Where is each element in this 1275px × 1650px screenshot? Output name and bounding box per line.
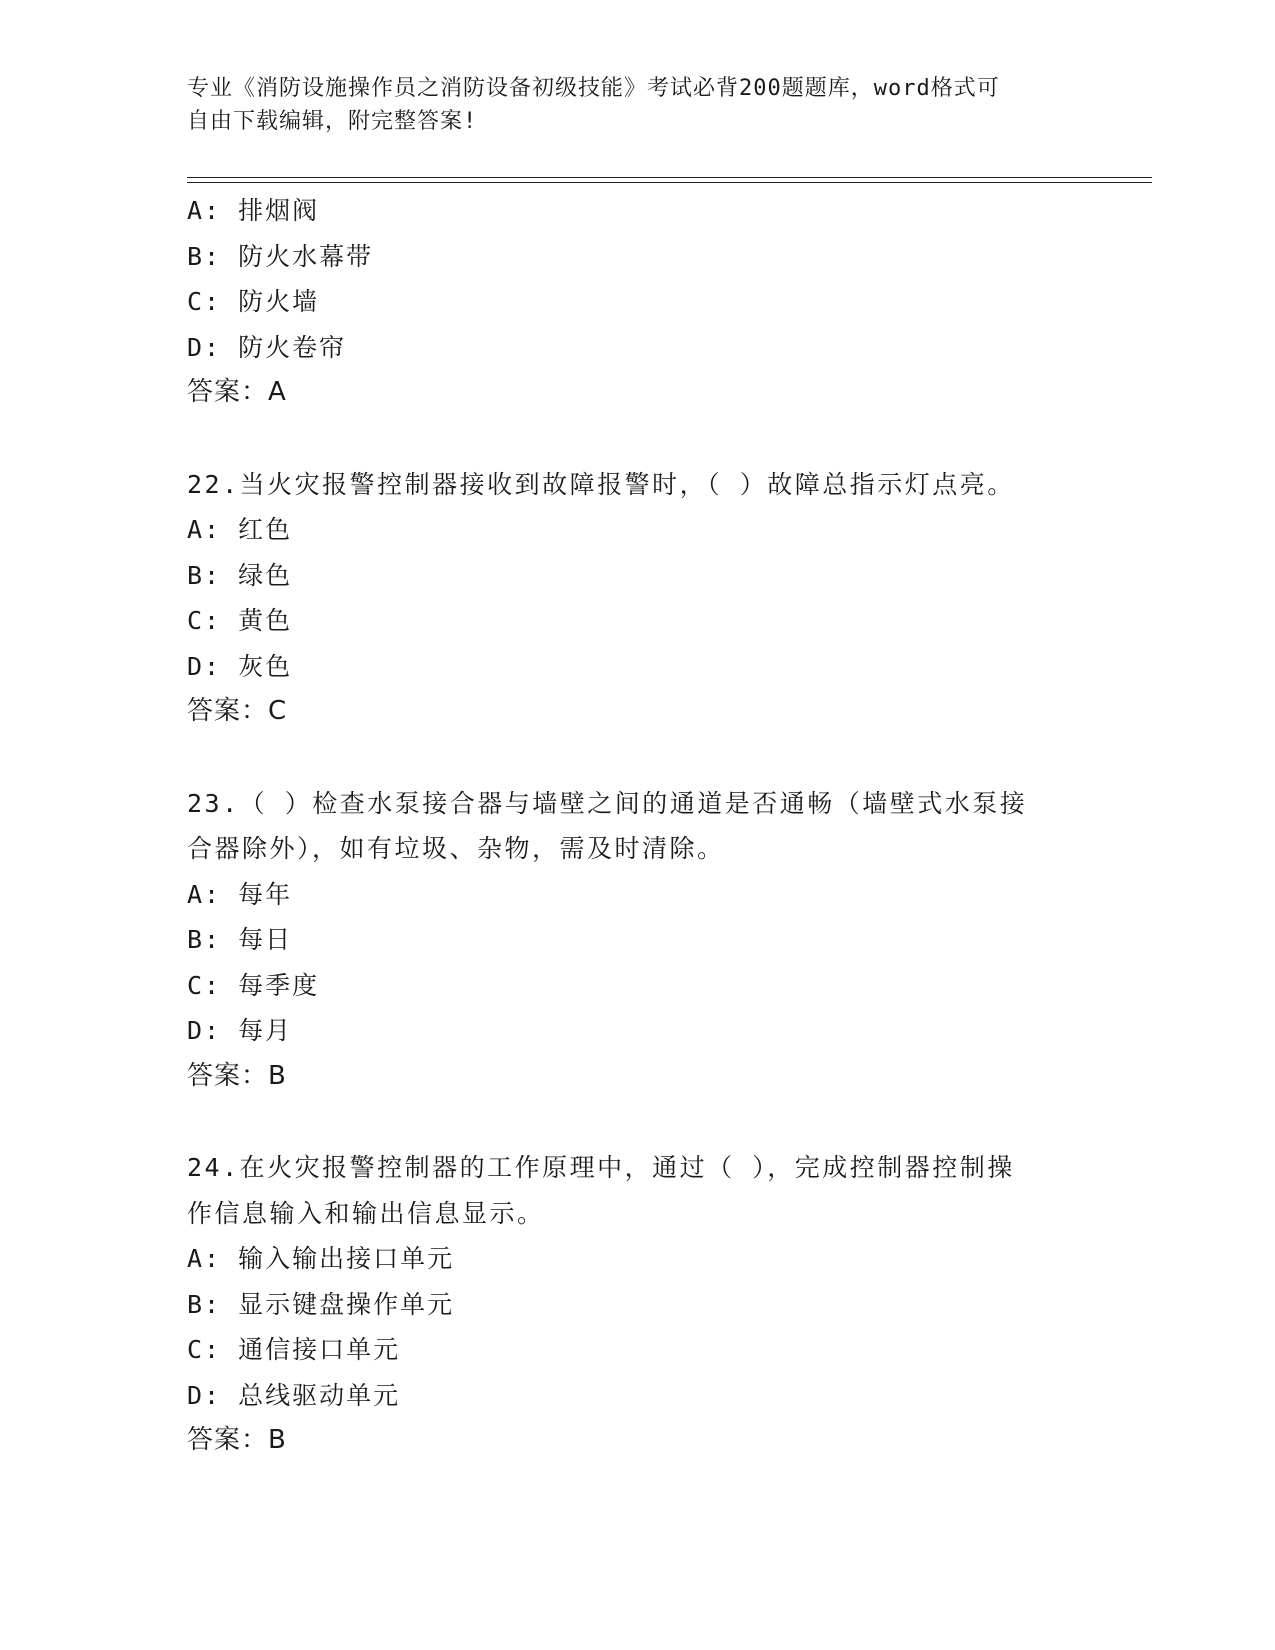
- question-text: 24.在火灾报警控制器的工作原理中，通过（ ），完成控制器控制操: [187, 1153, 1015, 1182]
- option-a: A: 排烟阀: [187, 196, 320, 225]
- question-text: 22.当火灾报警控制器接收到故障报警时，（ ）故障总指示灯点亮。: [187, 469, 1015, 499]
- question-22: [187, 462, 1087, 735]
- document-header: [187, 72, 1067, 138]
- header-title-line-2: 自由下载编辑，附完整答案!: [187, 109, 478, 134]
- option-c: C: 防火墙: [187, 287, 320, 316]
- answer-line: 答案：B: [187, 1060, 287, 1091]
- header-divider-top: [187, 177, 1152, 178]
- answer-line: 答案：C: [187, 696, 288, 726]
- option-d: D: 总线驱动单元: [187, 1380, 401, 1410]
- option-c: C: 每季度: [187, 970, 320, 1000]
- question-content: [187, 188, 1087, 1464]
- header-title-line-1: 专业《消防设施操作员之消防设备初级技能》考试必背200题题库，word格式可: [187, 76, 1000, 101]
- question-text-continued: 作信息输入和输出信息显示。: [187, 1198, 545, 1228]
- option-d: D: 每月: [187, 1016, 293, 1045]
- question-text-continued: 合器除外），如有垃圾、杂物，需及时清除。: [187, 834, 725, 863]
- question-23: [187, 781, 1087, 1100]
- header-divider-bottom: [187, 182, 1152, 183]
- option-b: B: 每日: [187, 925, 293, 954]
- question-text: 23.（ ）检查水泵接合器与墙壁之间的通道是否通畅（墙壁式水泵接: [187, 788, 1028, 818]
- option-c: C: 通信接口单元: [187, 1335, 401, 1364]
- option-d: D: 防火卷帘: [187, 332, 347, 362]
- option-a: A: 红色: [187, 515, 293, 544]
- answer-line: 答案：B: [187, 1425, 287, 1455]
- option-b: B: 防火水幕带: [187, 241, 374, 271]
- answer-line: 答案：A: [187, 377, 287, 407]
- option-a: A: 输入输出接口单元: [187, 1244, 455, 1273]
- option-b: B: 显示键盘操作单元: [187, 1289, 455, 1319]
- option-c: C: 黄色: [187, 606, 293, 635]
- previous-question-block: [187, 188, 1087, 416]
- question-24: [187, 1145, 1087, 1464]
- option-d: D: 灰色: [187, 651, 293, 681]
- option-a: A: 每年: [187, 879, 293, 909]
- option-b: B: 绿色: [187, 560, 293, 590]
